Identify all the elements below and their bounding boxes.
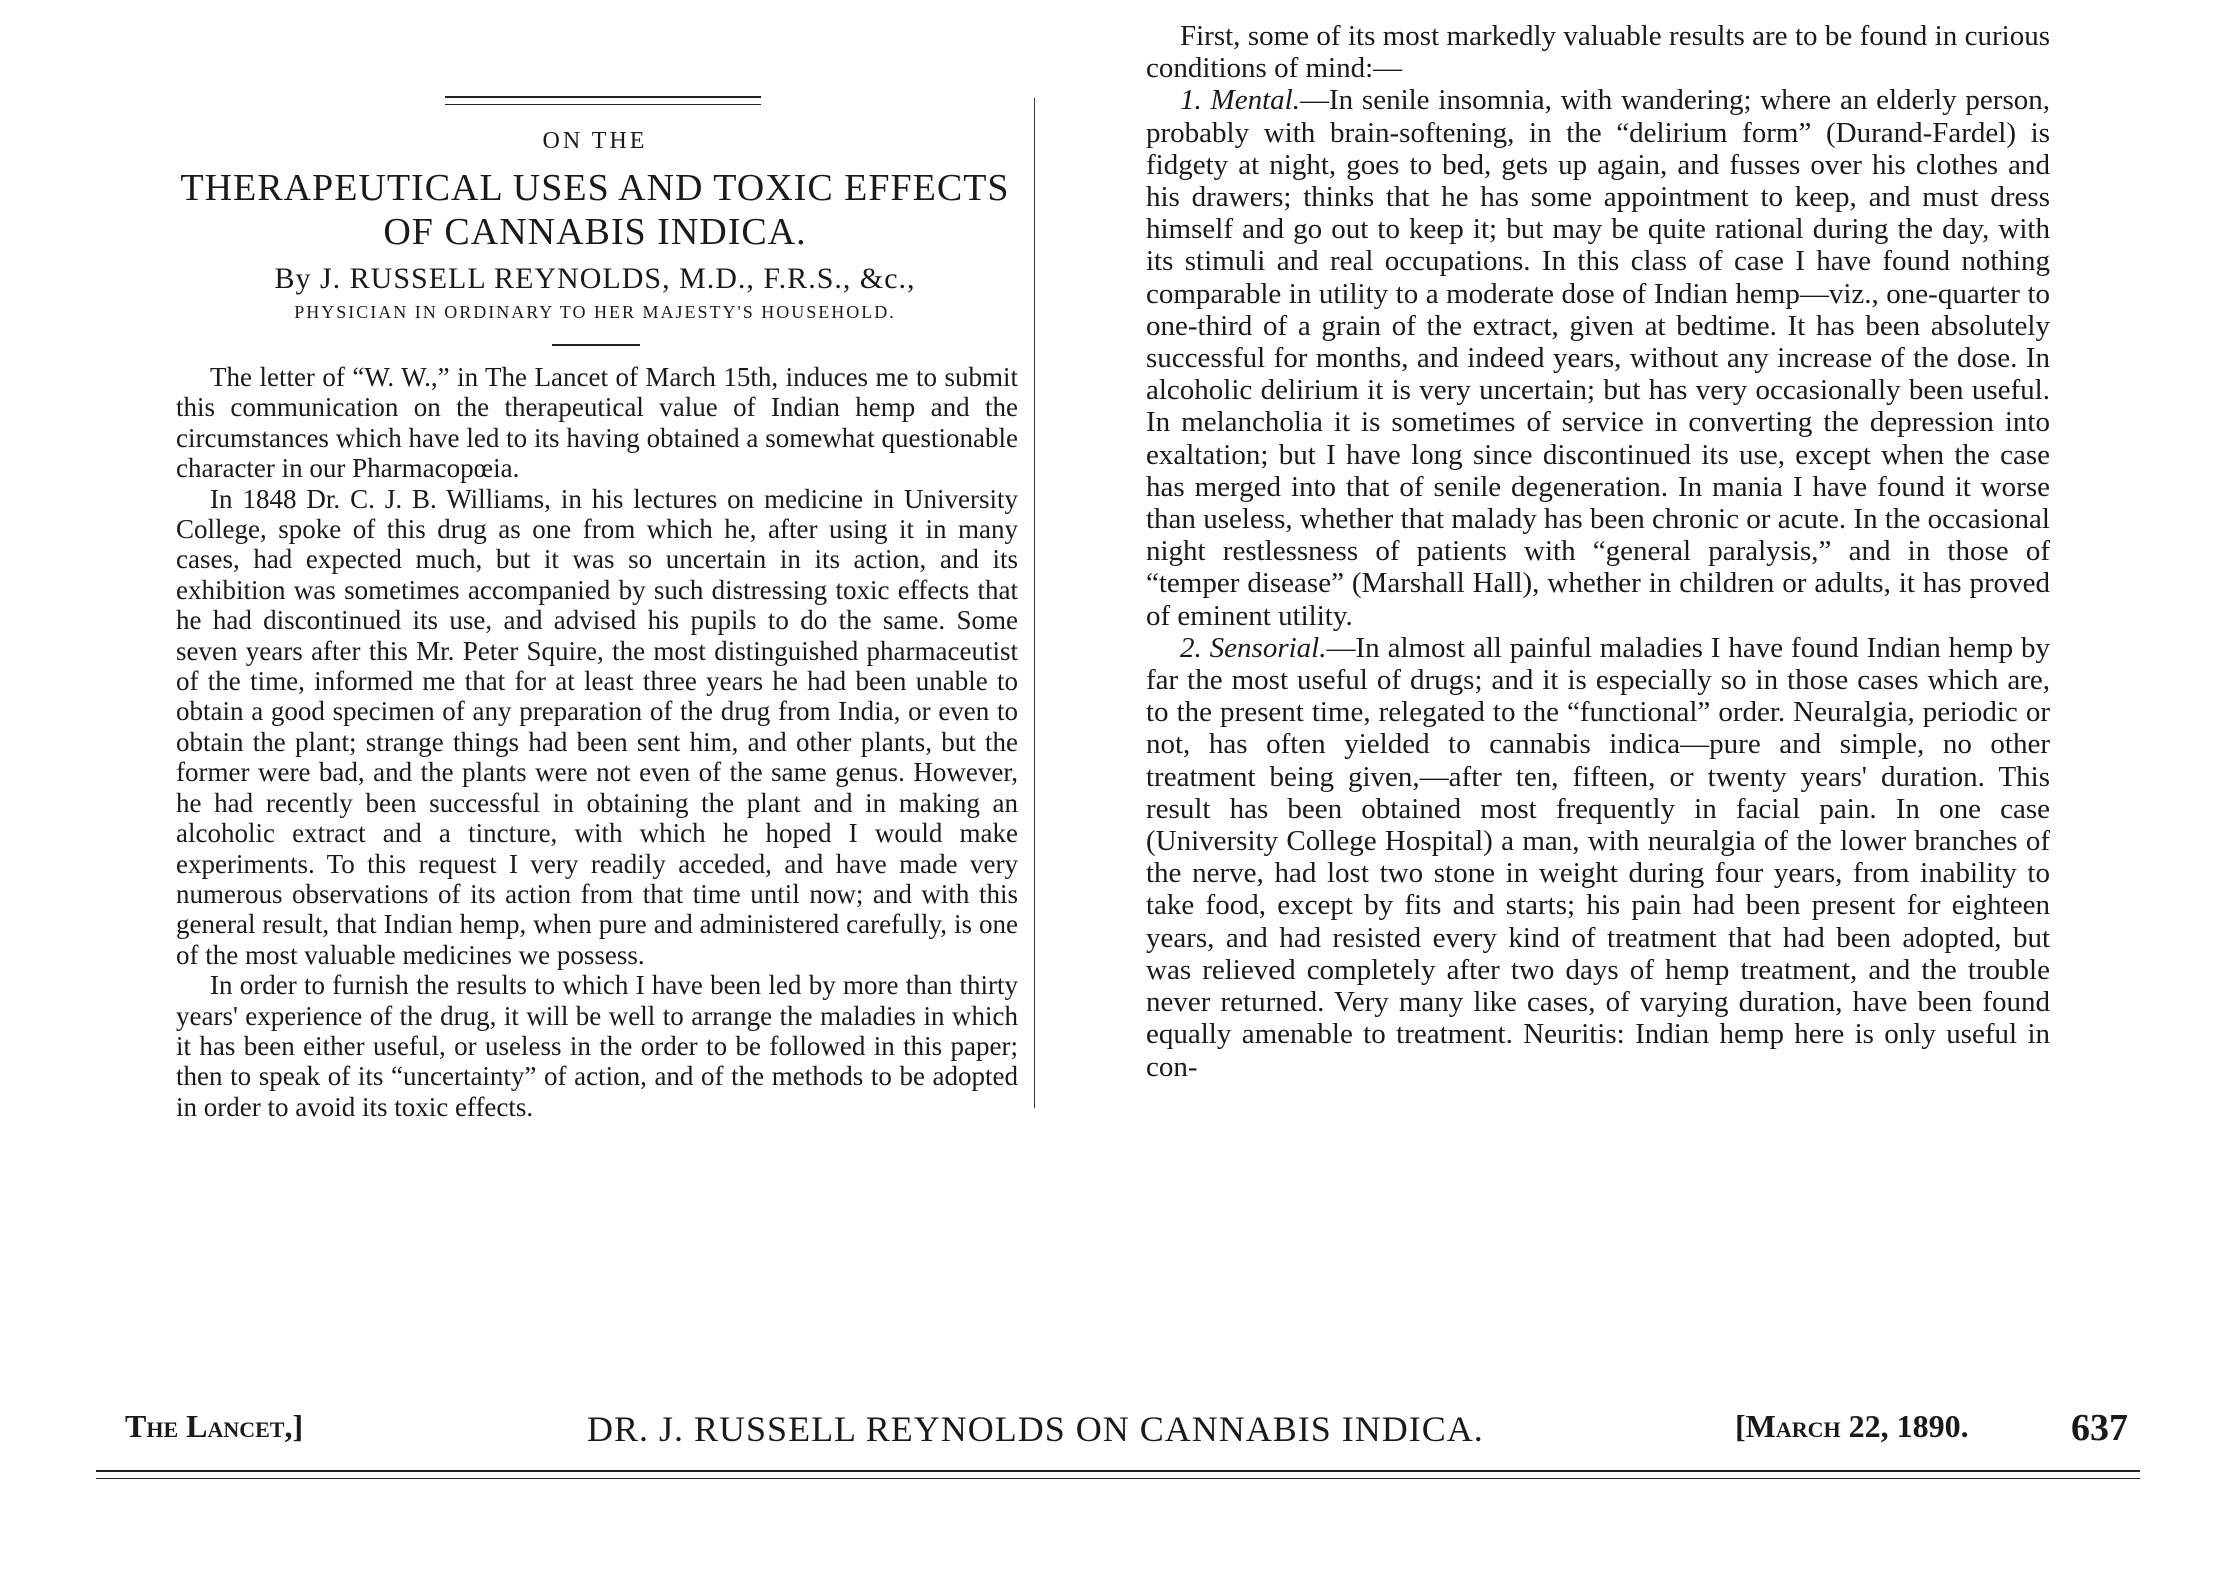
paragraph: The letter of “W. W.,” in The Lancet of March 15th, induces me to submit this communication on the therapeutical value of Indian hemp and the circumstances which have led to its having obtained a somewhat questionable character in our Pharmacopœia.: [176, 362, 1018, 484]
running-footer: [125, 1407, 2128, 1456]
paragraph: In order to furnish the results to which I have been led by more than thirty years' experience of the drug, it will be well to arrange the maladies in which it has been either useful, or useless in the order to be followed in this paper; then to speak of its “uncertainty” of action, and of the methods to be adopted in order to avoid its toxic effects.: [176, 970, 1018, 1122]
paragraph-intro: First, some of its most markedly valuable results are to be found in curious conditions of mind:—: [1146, 20, 2050, 85]
footer-rule-thin: [96, 1478, 2140, 1479]
right-column-text: [1146, 20, 2050, 1365]
paragraph: In 1848 Dr. C. J. B. Williams, in his lectures on medicine in University College, spoke of this drug as one from which he, after using it in many cases, had expected much, but it was so uncertain in its action, and its exhibition was sometimes accompanied by such distressing toxic effects that he had discontinued its use, and advised his pupils to do the same. Some seven years after this Mr. Peter Squire, the most distinguished pharmaceutist of the time, informed me that for at least three years he had been unable to obtain a good specimen of any preparation of the drug from India, or even to obtain the plant; strange things had been sent him, and other plants, but the former were bad, and the plants were not even of the same genus. However, he had recently been successful in obtaining the plant and in making an alcoholic extract and a tincture, with which he hoped I would make experiments. To this request I very readily acceded, and have made very numerous observations of its action from that time until now; and with this general result, that Indian hemp, when pure and administered carefully, is one of the most valuable medicines we possess.: [176, 483, 1018, 970]
author-byline: By J. RUSSELL REYNOLDS, M.D., F.R.S., &c.,: [274, 262, 916, 295]
article-title-line1: THERAPEUTICAL USES AND TOXIC EFFECTS: [180, 167, 1010, 209]
article-kicker: ON THE: [542, 128, 648, 154]
section-label-mental: 1. Mental.: [1180, 84, 1300, 117]
footer-date: [March 22, 1890.: [1735, 1408, 1969, 1444]
title-rule-thin: [445, 104, 761, 105]
footer-running-title: DR. J. RUSSELL REYNOLDS ON CANNABIS INDICA.: [587, 1409, 1484, 1449]
footer-rule-thick: [96, 1470, 2140, 1472]
section-text-mental: —In senile insomnia, with wandering; where an elderly person, probably with brain-softening, in the “delirium form” (Durand-Fardel) is fidgety at night, goes to bed, gets up again, and fusses over his clothes and his drawers; thinks that he has some appointment to keep, and must dress himself and go out to keep it; but may be quite rational during the day, with its stimuli and real occupations. In this class of case I have found nothing comparable in utility to a moderate dose of Indian hemp—viz., one-quarter to one-third of a grain of the extract, given at bedtime. It has been absolutely successful for months, and indeed years, without any increase of the dose. In alcoholic delirium it is very uncertain; but has very occasionally been useful. In melancholia it is sometimes of service in converting the depression into exaltation; but I have long since discontinued its use, except when the case has merged into that of senile degeneration. In mania I have found it worse than useless, whether that malady has been chronic or acute. In the occasional night restlessness of patients with “general paralysis,” and in those of “temper disease” (Marshall Hall), whether in children or adults, it has proved of eminent utility.: [1146, 84, 2050, 632]
column-divider: [1034, 98, 1035, 1108]
section-text-sensorial: —In almost all painful maladies I have found Indian hemp by far the most useful of drugs; and it is especially so in those cases which are, to the present time, relegated to the “functional” order. Neuralgia, periodic or not, has often yielded to cannabis indica—pure and simple, no other treatment being given,—after ten, fifteen, or twenty years' duration. This result has been obtained most frequently in facial pain. In one case (University College Hospital) a man, with neuralgia of the lower branches of the nerve, had lost two stone in weight during four years, from inability to take food, except by fits and starts; his pain had been present for eighteen years, and had resisted every kind of treatment that had been adopted, but was relieved completely after two days of hemp treatment, and the trouble never returned. Very many like cases, of varying duration, have been found equally amenable to treatment. Neuritis: Indian hemp here is only useful in con-: [1146, 631, 2050, 1083]
paragraph-mental: [1146, 84, 2050, 631]
paragraph-sensorial: [1146, 632, 2050, 1083]
footer-journal: The Lancet,]: [125, 1408, 304, 1444]
left-column-text: [176, 362, 1018, 1122]
section-label-sensorial: 2. Sensorial.: [1180, 631, 1327, 664]
author-affiliation: PHYSICIAN IN ORDINARY TO HER MAJESTY'S HOUSEHOLD.: [294, 302, 896, 322]
byline-rule: [552, 344, 640, 346]
page-number: 637: [2071, 1407, 2128, 1449]
article-title-line2: OF CANNABIS INDICA.: [383, 211, 807, 253]
title-rule-thick: [445, 96, 761, 98]
